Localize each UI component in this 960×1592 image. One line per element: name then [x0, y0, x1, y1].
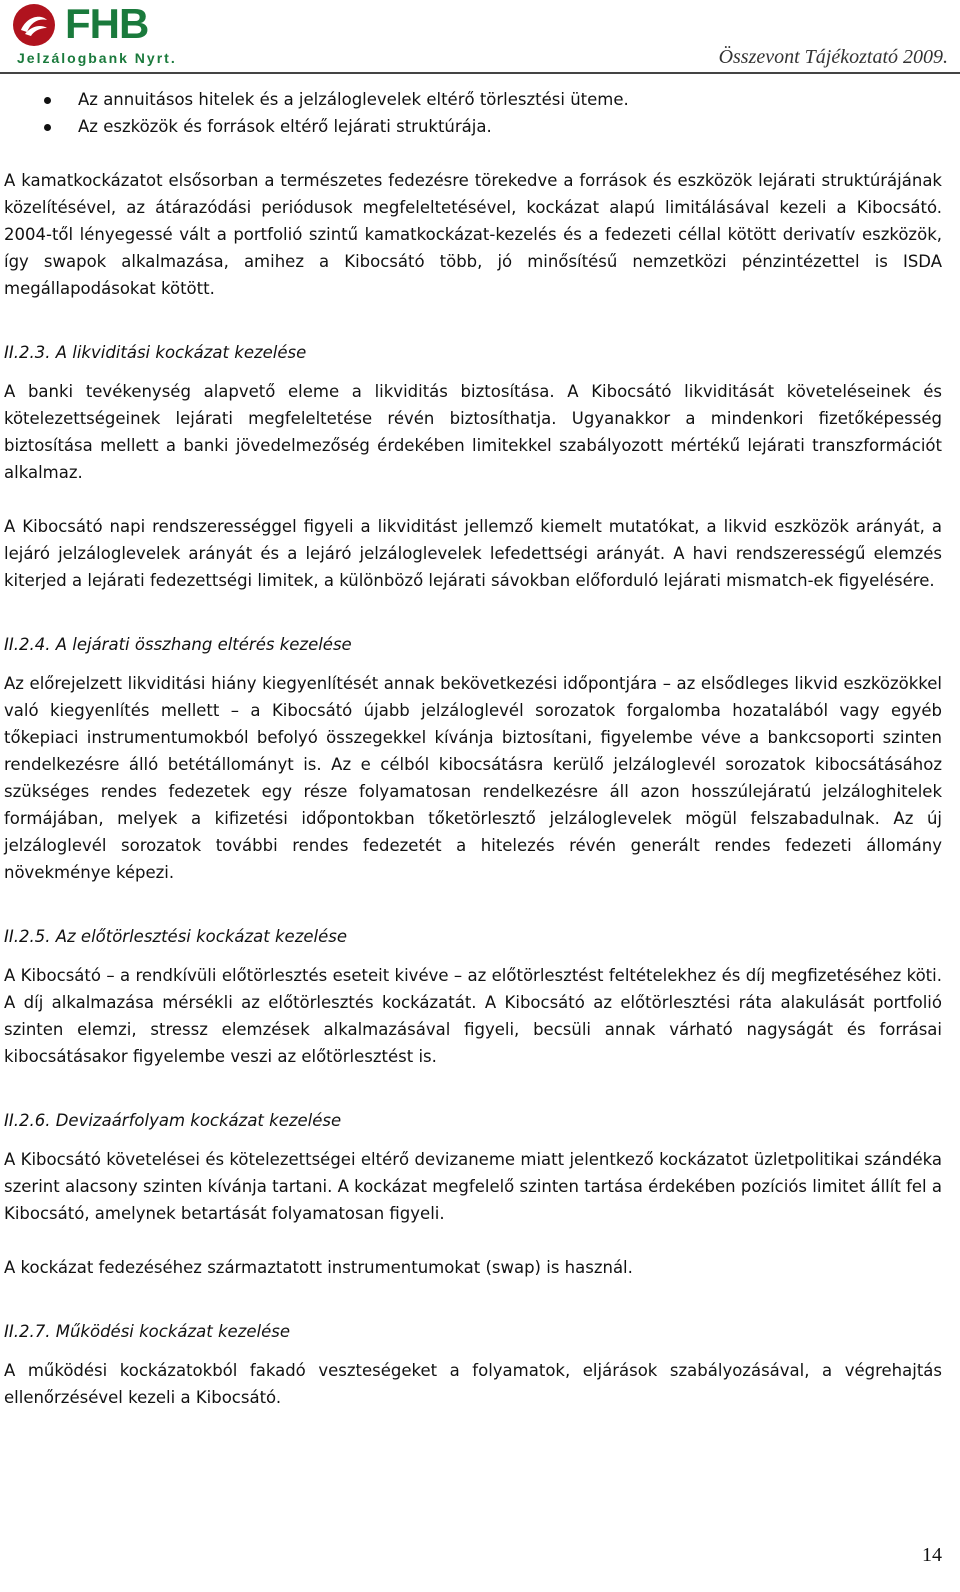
- page-header: [0, 0, 960, 78]
- bullet-list: [4, 86, 942, 140]
- paragraph: Az előrejelzett likviditási hiány kiegyenlítését annak bekövetkezési időpontjára – az elsődleges likvid eszközökkel való kiegyenlítés mellett – a Kibocsátó újabb jelzáloglevél sorozatok forgalomba hozatalából vagy egyéb tőkepiaci instrumentumokból befolyó összegekkel kívánja biztosítani, figyelembe véve a bankcsoporti szinten rendelkezésre álló betétállományt is. Az e célból kibocsátásra kerülő jelzáloglevél sorozatok kibocsátásához szükséges rendes fedezetek egy része folyamatosan rendelkezésre áll azon hosszúlejáratú jelzáloghitelek formájában, melyek a kifizetési időpontokban tőketörlesztő jelzáloglevelek mögül felszabadulnak. Az új jelzáloglevél sorozatok további rendes fedezetét a hitelezés révén generált rendes fedezeti állomány növekménye képezi.: [4, 674, 942, 882]
- paragraph: A Kibocsátó követelései és kötelezettségei eltérő devizaneme miatt jelentkező kockázatot üzletpolitikai szándéka szerint alacsony szinten kívánja tartani. A kockázat megfelelő szinten tartása érdekében pozíciós limitet állít fel a Kibocsátó, amelynek betartását folyamatosan figyeli.: [4, 1150, 942, 1223]
- section-heading: II.2.4. A lejárati összhang eltérés kezelése: [4, 635, 352, 654]
- list-item: Az annuitásos hitelek és a jelzáloglevelek eltérő törlesztési üteme.: [4, 86, 942, 113]
- logo-emblem-icon: [13, 4, 55, 46]
- intro-paragraph: A kamatkockázatot elsősorban a természetes fedezésre törekedve a források és eszközök lejárati struktúrájának közelítésével, az átárazódási periódusok megfeleltetésével, kockázat alapú limitálásával kezeli a Kibocsátó. 2004-től lényegessé vált a portfolió szintű kamatkockázat-kezelés és a fedezeti céllal kötött derivatív eszközök, így swapok alkalmazása, amihez a Kibocsátó több, jó minősítésű nemzetközi pénzintézettel is ISDA megállapodásokat kötött.: [4, 171, 942, 298]
- document-title: Összevont Tájékoztató 2009.: [718, 46, 948, 68]
- logo-text: FHB: [65, 0, 149, 47]
- paragraph: A működési kockázatokból fakadó veszteségeket a folyamatok, eljárások szabályozásával, a végrehajtás ellenőrzésével kezeli a Kibocsátó.: [4, 1361, 942, 1407]
- header-divider: [0, 72, 960, 74]
- logo-subtitle: Jelzálogbank Nyrt.: [17, 50, 177, 66]
- bullet-icon: [44, 124, 51, 131]
- document-body: [4, 86, 942, 1411]
- page-number: 14: [922, 1544, 942, 1566]
- section-heading: II.2.7. Működési kockázat kezelése: [4, 1322, 290, 1341]
- paragraph: A banki tevékenység alapvető eleme a likviditás biztosítása. A Kibocsátó likviditását követeléseinek és kötelezettségeinek lejárati megfeleltetése révén biztosíthatja. Ugyanakkor a mindenkori fizetőképesség biztosítása mellett a banki jövedelmezőség érdekében limitekkel szabályozott mértékű lejárati transzformációt alkalmaz.: [4, 382, 942, 482]
- paragraph: A Kibocsátó napi rendszerességgel figyeli a likviditást jellemző kiemelt mutatókat, a likvid eszközök arányát, a lejáró jelzáloglevelek arányát és a lejáró jelzáloglevelek lefedettségi arányát. A havi rendszerességű elemzés kiterjed a lejárati fedezettségi limitek, a különböző lejárati sávokban előforduló lejárati mismatch-ek figyelésére.: [4, 517, 942, 590]
- section-heading: II.2.6. Devizaárfolyam kockázat kezelése: [4, 1111, 342, 1130]
- paragraph: A kockázat fedezéséhez származtatott instrumentumokat (swap) is használ.: [4, 1258, 633, 1277]
- bullet-icon: [44, 97, 51, 104]
- paragraph: A Kibocsátó – a rendkívüli előtörlesztés eseteit kivéve – az előtörlesztést feltételekhez és díj megfizetéséhez köti. A díj alkalmazása mérsékli az előtörlesztés kockázatát. A Kibocsátó az előtörlesztési ráta alakulását portfolió szinten elemzi, stressz elemzések alkalmazásával figyeli, becsüli annak várható nagyságát és forrásai kibocsátásakor figyelembe veszi az előtörlesztést is.: [4, 966, 942, 1066]
- section-heading: II.2.5. Az előtörlesztési kockázat kezelése: [4, 927, 348, 946]
- list-item: Az eszközök és források eltérő lejárati struktúrája.: [4, 113, 942, 140]
- section-heading: II.2.3. A likviditási kockázat kezelése: [4, 343, 307, 362]
- fhb-logo: [13, 0, 183, 68]
